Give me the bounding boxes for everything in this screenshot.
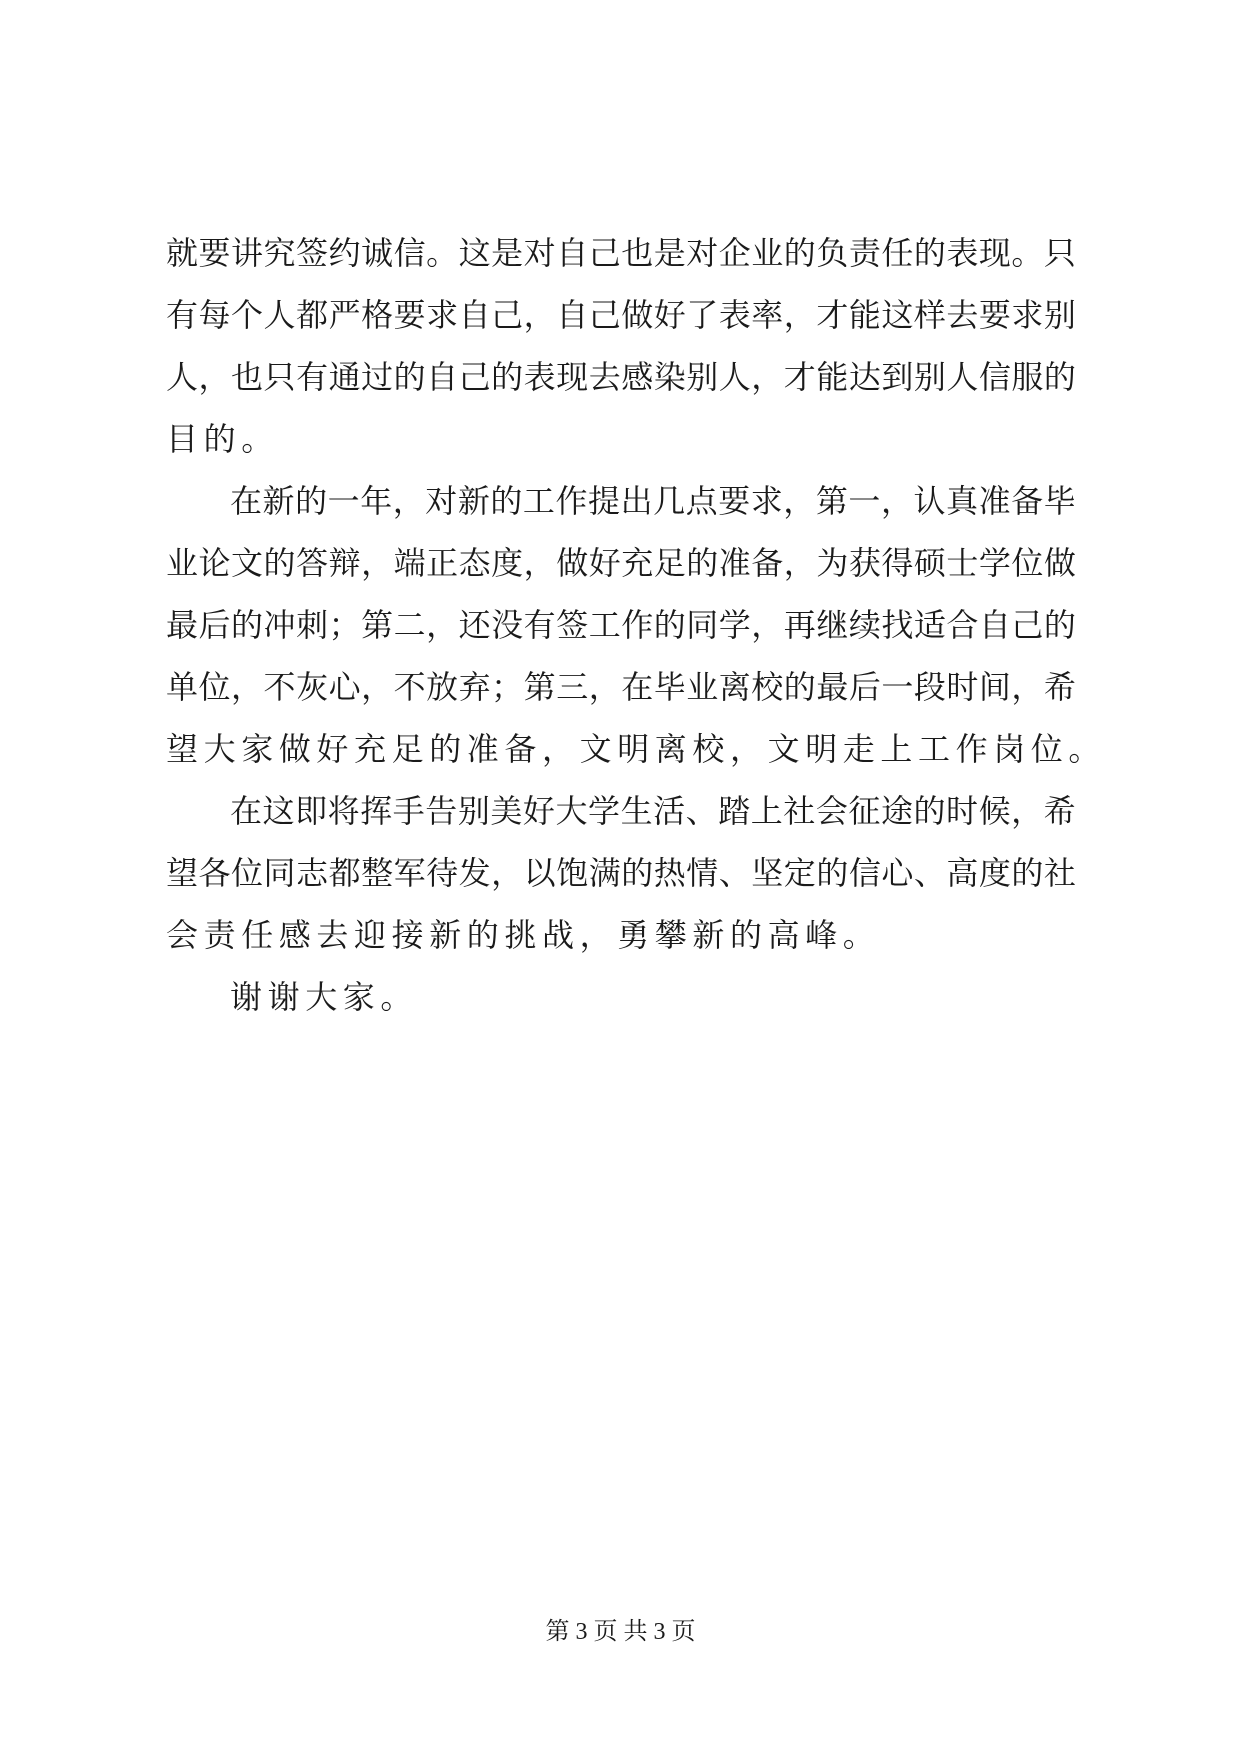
text-line: 单 位 ， 不 灰 心 ， 不 放 弃 ； 第 三 ， 在 毕 业 离 校 的 最 后 一 段 时 间 ， 希	[166, 668, 1076, 706]
page-footer: 第 3 页 共 3 页	[545, 1619, 696, 1645]
text-line: 谢谢大家。	[230, 978, 419, 1016]
text-line: 人 ， 也 只 有 通 过 的 自 己 的 表 现 去 感 染 别 人 ， 才 能 达 到 别 人 信 服 的	[166, 358, 1076, 396]
body-text	[166, 222, 1107, 1028]
text-line: 最 后 的 冲 刺 ； 第 二 ， 还 没 有 签 工 作 的 同 学 ， 再 继 续 找 适 合 自 己 的	[166, 606, 1076, 644]
text-line: 望 各 位 同 志 都 整 军 待 发 ， 以 饱 满 的 热 情 、 坚 定 的 信 心 、 高 度 的 社	[166, 854, 1076, 892]
text-line: 有 每 个 人 都 严 格 要 求 自 己 ， 自 己 做 好 了 表 率 ， 才 能 这 样 去 要 求 别	[166, 296, 1076, 334]
text-line: 会责任感去迎接新的挑战，勇攀新的高峰。	[166, 916, 881, 954]
text-line: 望大家做好充足的准备，文明离校，文明走上工作岗位。	[166, 730, 1107, 768]
text-line: 在 这 即 将 挥 手 告 别 美 好 大 学 生 活 、 踏 上 社 会 征 途 的 时 候 ， 希	[230, 792, 1076, 830]
text-line: 在 新 的 一 年 ， 对 新 的 工 作 提 出 几 点 要 求 ， 第 一 ， 认 真 准 备 毕	[230, 482, 1076, 520]
text-line: 目的。	[166, 420, 279, 458]
text-line: 业 论 文 的 答 辩 ， 端 正 态 度 ， 做 好 充 足 的 准 备 ， 为 获 得 硕 士 学 位 做	[166, 544, 1076, 582]
text-line: 就 要 讲 究 签 约 诚 信 。 这 是 对 自 己 也 是 对 企 业 的 负 责 任 的 表 现 。 只	[166, 234, 1076, 272]
